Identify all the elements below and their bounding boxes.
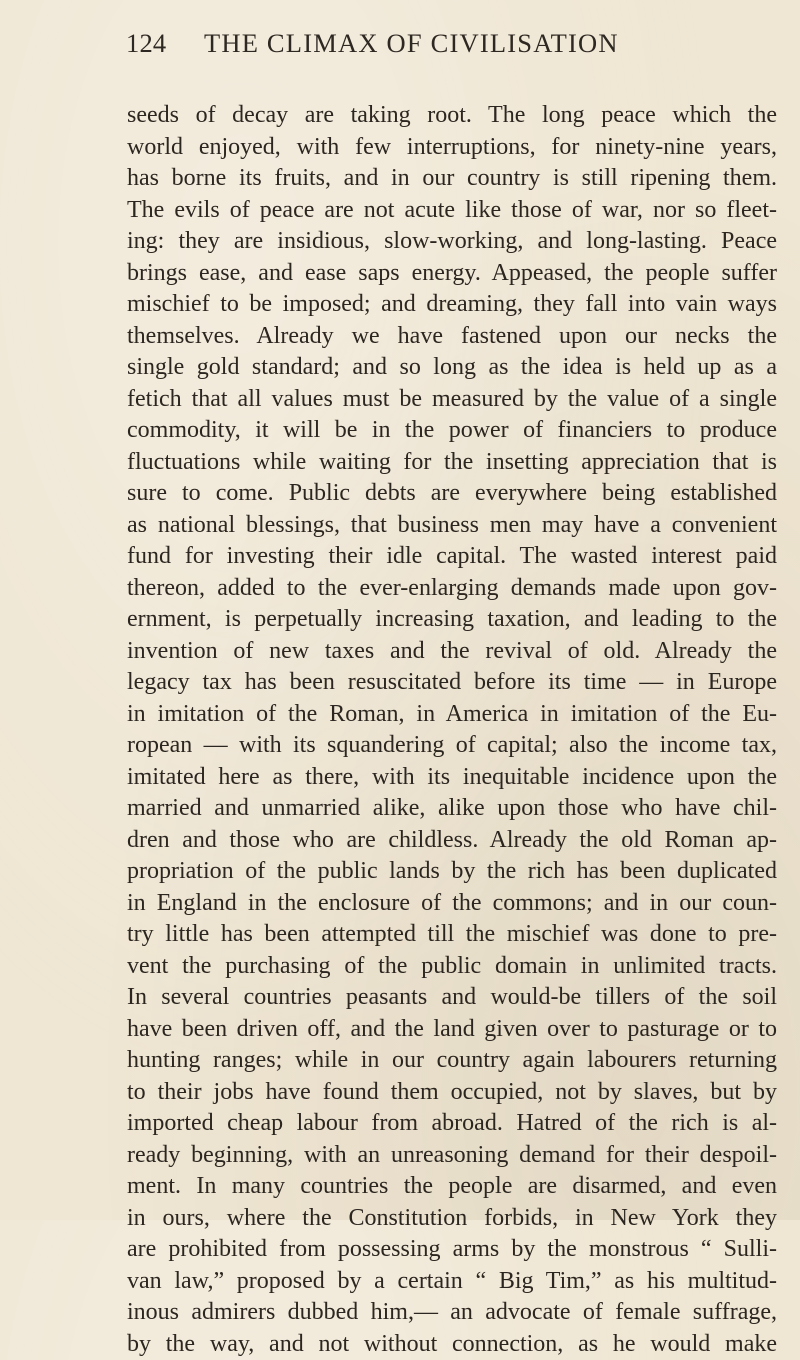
body-text	[127, 100, 777, 1360]
text-line: in England in the enclosure of the commons; and in our coun-	[127, 888, 777, 920]
text-line: In several countries peasants and would-be tillers of the soil	[127, 982, 777, 1014]
text-line: by the way, and not without connection, as he would make	[127, 1329, 777, 1360]
text-line: fetich that all values must be measured by the value of a single	[127, 384, 777, 416]
text-line: married and unmarried alike, alike upon those who have chil-	[127, 793, 777, 825]
text-line: vent the purchasing of the public domain in unlimited tracts.	[127, 951, 777, 983]
text-line: imitated here as there, with its inequitable incidence upon the	[127, 762, 777, 794]
text-line: ment. In many countries the people are disarmed, and even	[127, 1171, 777, 1203]
text-line: imported cheap labour from abroad. Hatred of the rich is al-	[127, 1108, 777, 1140]
text-line: propriation of the public lands by the rich has been duplicated	[127, 856, 777, 888]
text-line: has borne its fruits, and in our country is still ripening them.	[127, 163, 777, 195]
text-line: van law,” proposed by a certain “ Big Tim,” as his multitud-	[127, 1266, 777, 1298]
text-line: inous admirers dubbed him,— an advocate of female suffrage,	[127, 1297, 777, 1329]
text-line: ready beginning, with an unreasoning demand for their despoil-	[127, 1140, 777, 1172]
text-line: ing: they are insidious, slow-working, and long-lasting. Peace	[127, 226, 777, 258]
text-line: legacy tax has been resuscitated before its time — in Europe	[127, 667, 777, 699]
page-number: 124	[126, 28, 166, 59]
text-line: are prohibited from possessing arms by the monstrous “ Sulli-	[127, 1234, 777, 1266]
text-line: fluctuations while waiting for the insetting appreciation that is	[127, 447, 777, 479]
text-line: as national blessings, that business men may have a convenient	[127, 510, 777, 542]
text-line: have been driven off, and the land given over to pasturage or to	[127, 1014, 777, 1046]
text-line: ernment, is perpetually increasing taxation, and leading to the	[127, 604, 777, 636]
text-line: ropean — with its squandering of capital; also the income tax,	[127, 730, 777, 762]
text-line: hunting ranges; while in our country again labourers returning	[127, 1045, 777, 1077]
text-line: try little has been attempted till the mischief was done to pre-	[127, 919, 777, 951]
text-line: commodity, it will be in the power of financiers to produce	[127, 415, 777, 447]
text-line: The evils of peace are not acute like those of war, nor so fleet-	[127, 195, 777, 227]
text-line: dren and those who are childless. Already the old Roman ap-	[127, 825, 777, 857]
text-line: in imitation of the Roman, in America in imitation of the Eu-	[127, 699, 777, 731]
text-line: themselves. Already we have fastened upon our necks the	[127, 321, 777, 353]
text-line: seeds of decay are taking root. The long peace which the	[127, 100, 777, 132]
text-line: invention of new taxes and the revival of old. Already the	[127, 636, 777, 668]
text-line: single gold standard; and so long as the idea is held up as a	[127, 352, 777, 384]
text-line: to their jobs have found them occupied, not by slaves, but by	[127, 1077, 777, 1109]
text-line: world enjoyed, with few interruptions, for ninety-nine years,	[127, 132, 777, 164]
running-head	[126, 28, 776, 68]
chapter-title: THE CLIMAX OF CIVILISATION	[204, 28, 619, 59]
text-line: mischief to be imposed; and dreaming, they fall into vain ways	[127, 289, 777, 321]
text-line: in ours, where the Constitution forbids, in New York they	[127, 1203, 777, 1235]
text-line: sure to come. Public debts are everywhere being established	[127, 478, 777, 510]
text-line: fund for investing their idle capital. The wasted interest paid	[127, 541, 777, 573]
text-line: brings ease, and ease saps energy. Appeased, the people suffer	[127, 258, 777, 290]
text-line: thereon, added to the ever-enlarging demands made upon gov-	[127, 573, 777, 605]
